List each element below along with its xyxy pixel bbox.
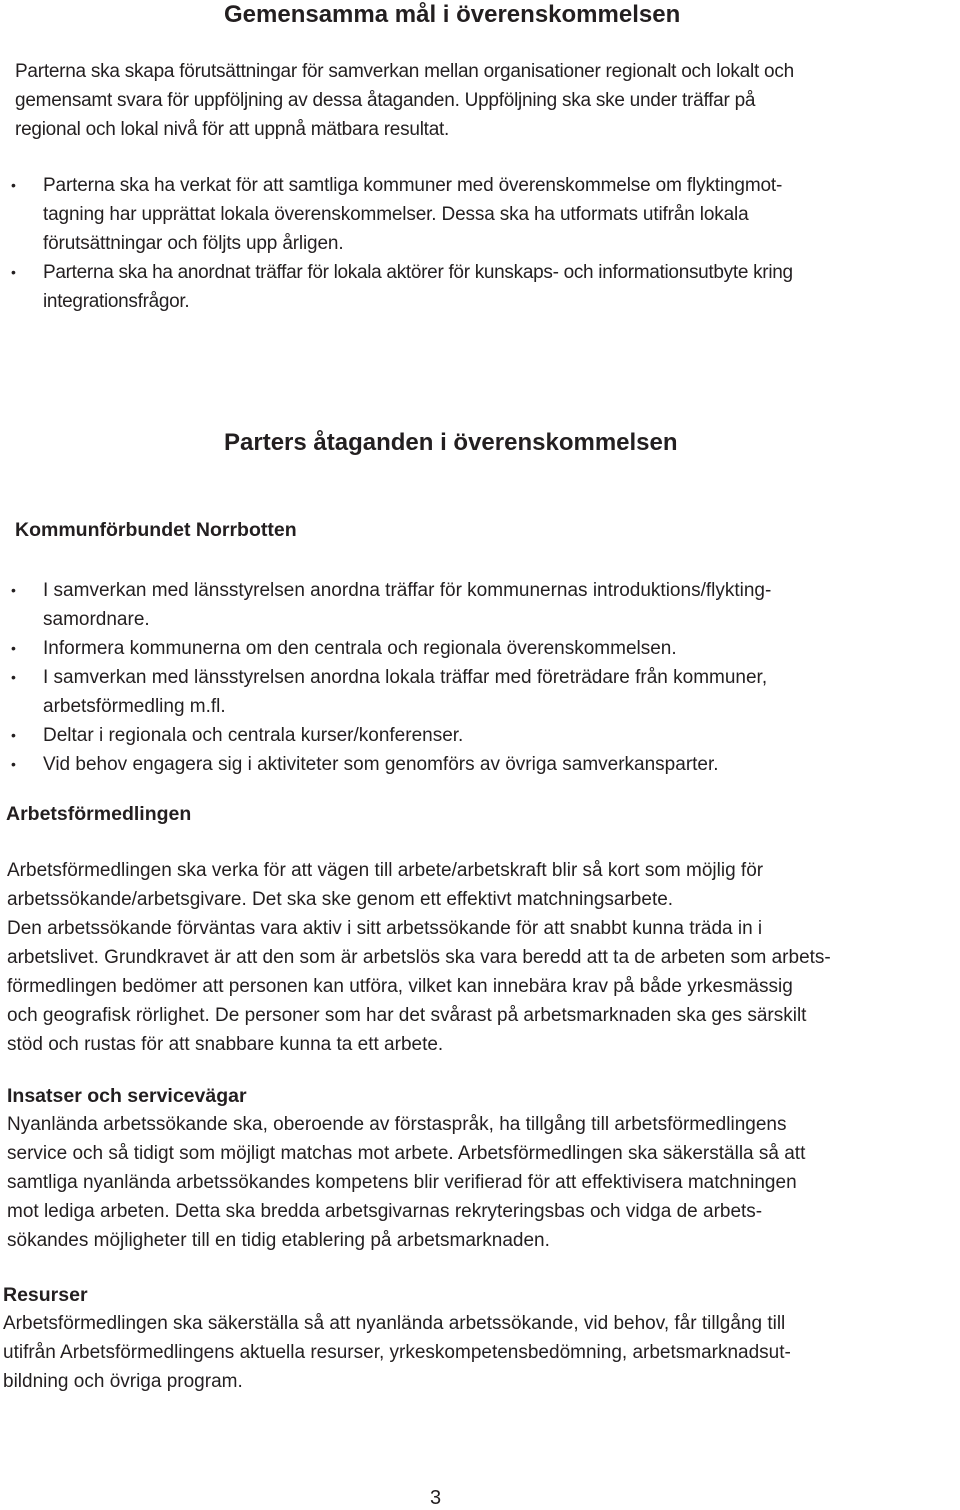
list-item-line: Parterna ska ha anordnat träffar för lokala aktörer för kunskaps- och informationsutbyte kring [43,262,793,283]
list-item [0,258,960,316]
list-item-line: samordnare. [43,609,150,630]
kommunforbundet-bullet-list [0,576,960,779]
arbetsformedlingen-paragraph [7,856,831,1059]
subheading-insatser: Insatser och servicevägar [7,1085,247,1107]
list-item-line: arbetsförmedling m.fl. [43,696,226,717]
list-item-line: I samverkan med länsstyrelsen anordna träffar för kommunernas introduktions/flykting- [43,580,772,601]
list-item [0,663,960,721]
paragraph-line: regional och lokal nivå för att uppnå mätbara resultat. [15,119,450,140]
bullet-icon: • [11,582,16,598]
paragraph-line: sökandes möjligheter till en tidig etablering på arbetsmarknaden. [7,1230,550,1251]
paragraph-line: Arbetsförmedlingen ska säkerställa så att nyanlända arbetssökande, vid behov, får tillgång till [3,1313,786,1334]
paragraph-line: samtliga nyanlända arbetssökandes kompetens blir verifierad för att effektivisera matchningen [7,1172,797,1193]
bullet-icon: • [11,756,16,772]
goal-bullet-list [0,171,960,316]
bullet-icon: • [11,264,16,280]
list-item-line: Informera kommunerna om den centrala och regionala överenskommelsen. [43,638,677,659]
paragraph-line: mot lediga arbeten. Detta ska bredda arbetsgivarnas rekryteringsbas och vidga de arbets- [7,1201,763,1222]
list-item-line: Parterna ska ha verkat för att samtliga kommuner med överenskommelse om flyktingmot- [43,175,783,196]
bullet-icon: • [11,669,16,685]
subheading-resurser: Resurser [3,1284,88,1306]
list-item [0,721,960,750]
paragraph-line: Arbetsförmedlingen ska verka för att vägen till arbete/arbetskraft blir så kort som möjlig för [7,860,764,881]
list-item-line: I samverkan med länsstyrelsen anordna lokala träffar med företrädare från kommuner, [43,667,768,688]
paragraph-line: Den arbetssökande förväntas vara aktiv i sitt arbetssökande för att snabbt kunna träda in i [7,918,763,939]
section-heading-gemensamma-mal: Gemensamma mål i överenskommelsen [224,1,681,28]
bullet-icon: • [11,640,16,656]
list-item-line: integrationsfrågor. [43,291,190,312]
list-item-line: Deltar i regionala och centrala kurser/konferenser. [43,725,464,746]
intro-paragraph [15,57,794,144]
paragraph-line: Parterna ska skapa förutsättningar för samverkan mellan organisationer regionalt och lokalt och [15,61,794,82]
resurser-paragraph [3,1309,791,1396]
paragraph-line: utifrån Arbetsförmedlingens aktuella resurser, yrkeskompetensbedömning, arbetsmarknadsut- [3,1342,791,1363]
insatser-paragraph [7,1110,805,1255]
list-item [0,634,960,663]
paragraph-line: arbetssökande/arbetsgivare. Det ska ske genom ett effektivt matchningsarbete. [7,889,674,910]
list-item-line: förutsättningar och följts upp årligen. [43,233,344,254]
paragraph-line: gemensamt svara för uppföljning av dessa åtaganden. Uppföljning ska ske under träffar på [15,90,756,111]
list-item [0,576,960,634]
section-heading-parters-ataganden: Parters åtaganden i överenskommelsen [224,429,678,456]
paragraph-line: arbetslivet. Grundkravet är att den som är arbetslös ska vara beredd att ta de arbeten som arbets- [7,947,831,968]
bullet-icon: • [11,177,16,193]
bullet-icon: • [11,727,16,743]
list-item-line: Vid behov engagera sig i aktiviteter som genomförs av övriga samverkansparter. [43,754,719,775]
page-number: 3 [430,1487,442,1509]
paragraph-line: och geografisk rörlighet. De personer som har det svårast på arbetsmarknaden ska ges särskilt [7,1005,807,1026]
paragraph-line: Nyanlända arbetssökande ska, oberoende av förstaspråk, ha tillgång till arbetsförmedlingens [7,1114,787,1135]
paragraph-line: förmedlingen bedömer att personen kan utföra, vilket kan innebära krav på både yrkesmässig [7,976,793,997]
subheading-kommunforbundet: Kommunförbundet Norrbotten [15,519,297,541]
subheading-arbetsformedlingen: Arbetsförmedlingen [6,803,192,825]
paragraph-line: service och så tidigt som möjligt matchas mot arbete. Arbetsförmedlingen ska säkerställa så att [7,1143,806,1164]
paragraph-line: stöd och rustas för att snabbare kunna ta ett arbete. [7,1034,444,1055]
paragraph-line: bildning och övriga program. [3,1371,243,1392]
list-item-line: tagning har upprättat lokala överenskommelser. Dessa ska ha utformats utifrån lokala [43,204,749,225]
list-item [0,171,960,258]
list-item [0,750,960,779]
